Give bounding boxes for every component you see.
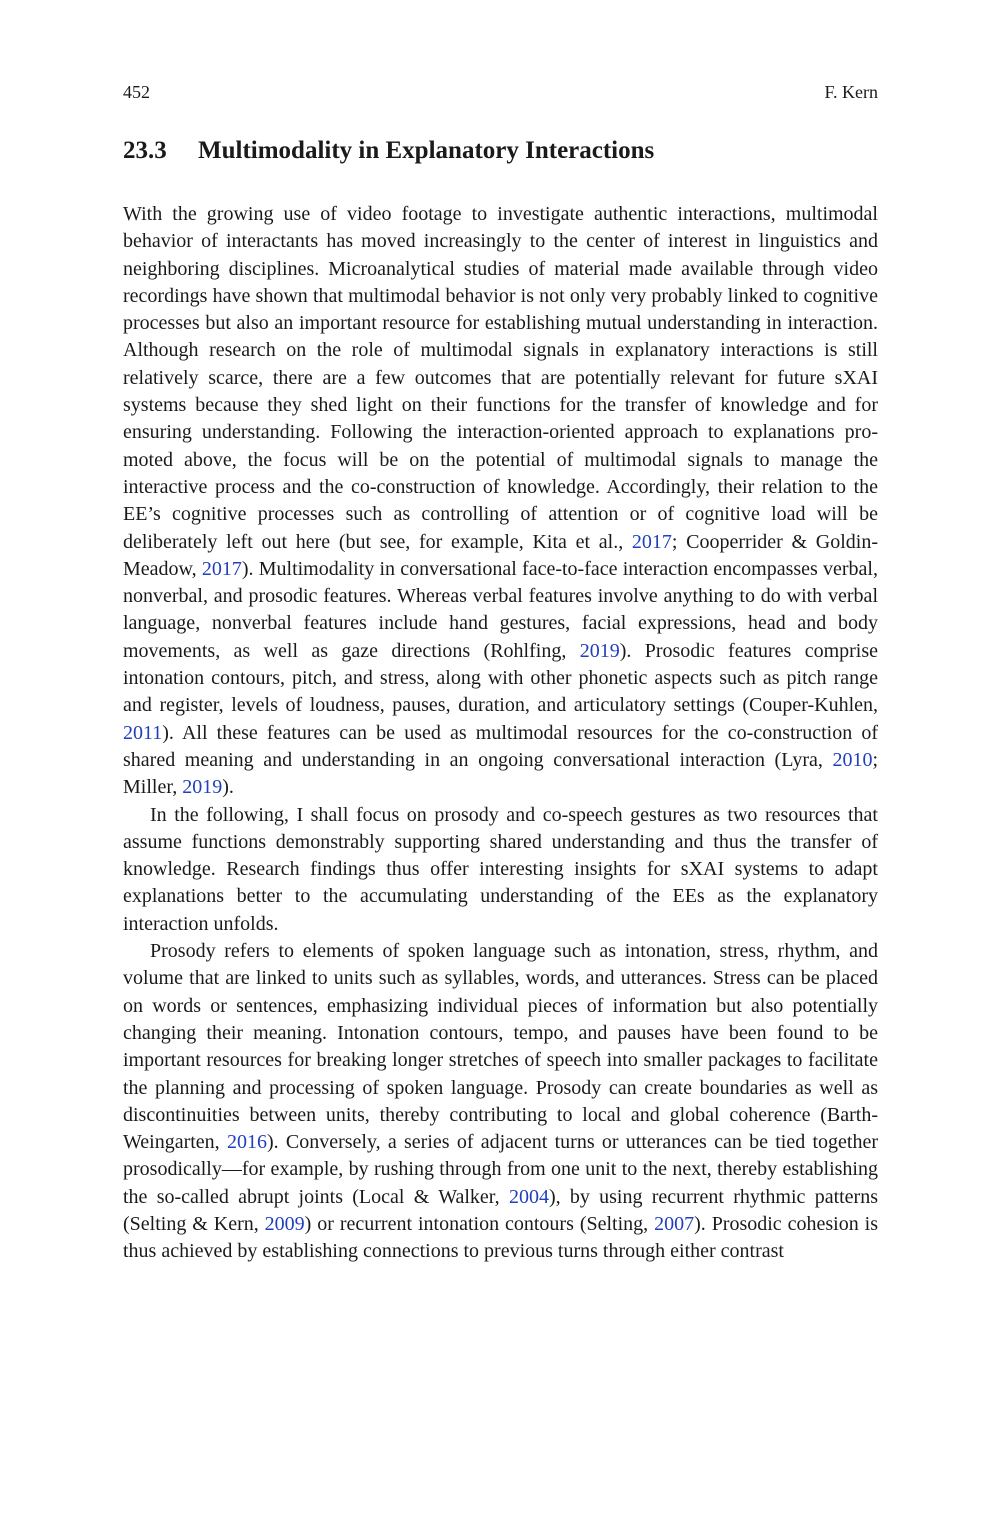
citation-link[interactable]: 2017 [201, 557, 242, 580]
paragraph-text: With the growing use of video footage to investigate authentic interactions, multimodal behavior of interactants has moved increasingly to the center of interest in linguistics and neighboring disciplines. Microanalytical studies of material made available through video recordings have shown that multimodal behavior is not only very probably linked to cognitive processes but also an important resource for establishing mutual understanding in interaction. Although research on the role of multimodal signals in explanatory interactions is still relatively scarce, there are a few outcomes that are potentially relevant for future sXAI systems because they shed light on their functions for the transfer of knowledge and for ensuring understanding. Following the interaction-oriented approach to explanations promoted above, the focus will be on the potential of multimodal signals to manage the interactive process and the co-construction of knowledge. Accordingly, their relation to the EE’s cognitive processes such as controlling of attention or of cognitive load will be deliberately left out here (but see, for example, Kita et al., [123, 203, 878, 553]
paragraph-text: ; Cooperrider & Goldin-Meadow, [123, 530, 878, 580]
citation-link[interactable]: 2017 [631, 530, 672, 553]
citation-link[interactable]: 2007 [654, 1212, 695, 1235]
paragraph-text: ). Prosodic cohesion is thus achieved by establishing connections to previous turns through either contrast [123, 1212, 878, 1263]
paragraph-text: Prosody refers to elements of spoken language such as intonation, stress, rhythm, and volume that are linked to units such as syllables, words, and utterances. Stress can be placed on words or sentences, emphasizing individual pieces of information but also potentially changing their meaning. Intonation contours, tempo, and pauses have been found to be important resources for breaking longer stretches of speech into smaller packages to facilitate the planning and processing of spoken language. Prosody can create boundaries as well as discontinuities between units, thereby contributing to local and global coherence (Barth-Weingarten, [123, 940, 878, 1154]
citation-link[interactable]: 2019 [182, 776, 223, 799]
section-heading [123, 135, 878, 167]
paragraph-text: ). [222, 776, 234, 799]
running-head-author: F. Kern [824, 82, 878, 102]
paragraph-text: In the following, I shall focus on prosody and co-speech gestures as two resources that assume functions demonstrably supporting shared understanding and thus the transfer of knowledge. Research findings thus offer interesting insights for sXAI systems to adapt explanations better to the accumulating understanding of the EEs as the explanatory interaction unfolds. [123, 803, 878, 935]
body-text [123, 201, 878, 1266]
citation-link[interactable]: 2011 [123, 721, 163, 744]
citation-link[interactable]: 2019 [579, 639, 620, 662]
section-number: 23.3 [123, 137, 167, 164]
body-paragraph [123, 938, 878, 1266]
citation-link[interactable]: 2004 [508, 1185, 549, 1208]
paragraph-text: ) or recurrent intonation contours (Selting, [304, 1212, 655, 1235]
paragraph-text: ). All these features can be used as multimodal resources for the co-construction of shared meaning and understanding in an ongoing conversational interaction (Lyra, [123, 721, 878, 771]
citation-link[interactable]: 2016 [226, 1131, 267, 1154]
paragraph-text: ; Miller, [123, 748, 878, 799]
paragraph-text: ), by using recurrent rhythmic patterns (Selting & Kern, [123, 1185, 879, 1235]
running-head [123, 80, 878, 104]
page-number: 452 [123, 82, 150, 102]
citation-link[interactable]: 2009 [264, 1212, 305, 1235]
paragraph-text: ). Multimodality in conversational face-to-face interaction encompasses verbal, nonverbal, and prosodic features. Whereas verbal features involve anything to do with verbal language, nonverbal features include hand gestures, facial expressions, head and body movements, as well as gaze directions (Rohlfing, [123, 557, 878, 662]
section-title: Multimodality in Explanatory Interactions [198, 137, 655, 164]
paragraph-text: ). Prosodic features comprise intonation contours, pitch, and stress, along with other phonetic aspects such as pitch range and register, levels of loudness, pauses, duration, and articulatory settings (Couper-Kuhlen, [123, 639, 878, 717]
body-paragraph [123, 201, 878, 802]
paragraph-text: ). Conversely, a series of adjacent turns or utterances can be tied together prosodically—for example, by rushing through from one unit to the next, thereby establishing the so-called abrupt joints (Local & Walker, [123, 1131, 878, 1208]
citation-link[interactable]: 2010 [832, 748, 873, 771]
body-paragraph [123, 802, 878, 938]
